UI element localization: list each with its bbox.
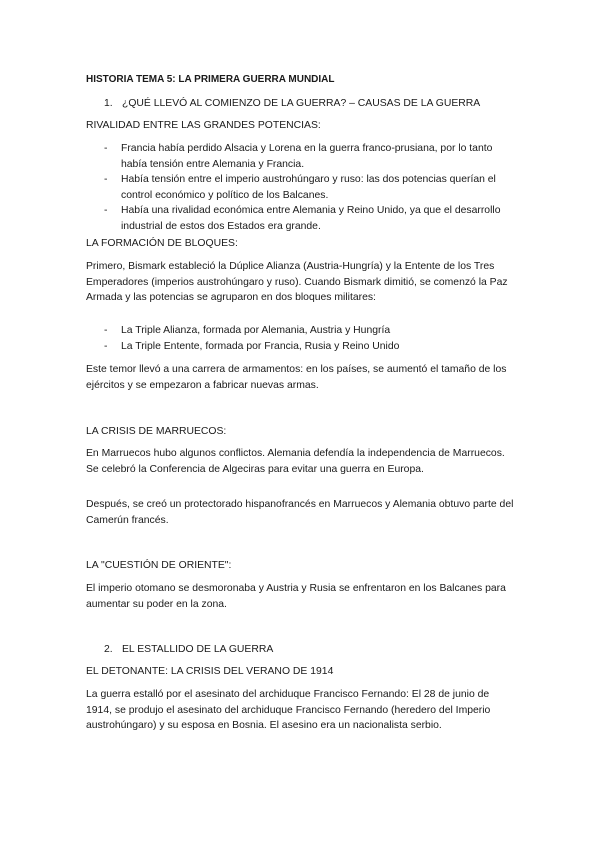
- rivalidad-list: [86, 141, 516, 235]
- marruecos-heading: LA CRISIS DE MARRUECOS:: [86, 426, 227, 437]
- bloques-item: - La Triple Entente, formada por Francia, Rusia y Reino Unido: [86, 339, 516, 355]
- bloques-heading: LA FORMACIÓN DE BLOQUES:: [86, 238, 238, 249]
- section-1-number: 1.: [104, 98, 113, 109]
- document-title: HISTORIA TEMA 5: LA PRIMERA GUERRA MUNDIAL: [86, 74, 335, 85]
- detonante-heading: EL DETONANTE: LA CRISIS DEL VERANO DE 1914: [86, 666, 334, 677]
- bloques-intro: Primero, Bismark estableció la Dúplice Alianza (Austria-Hungría) y la Entente de los Tres Emperadores (imperios austrohúngaro y ruso). Cuando Bismark dimitió, se comenzó la Paz Armada y las potencias se agruparon en dos bloques militares:: [86, 261, 508, 304]
- rivalidad-heading: RIVALIDAD ENTRE LAS GRANDES POTENCIAS:: [86, 120, 321, 131]
- oriente-heading: LA "CUESTIÓN DE ORIENTE":: [86, 560, 232, 571]
- bloques-item: - La Triple Alianza, formada por Alemania, Austria y Hungría: [86, 323, 516, 339]
- marruecos-paragraph-2: Después, se creó un protectorado hispanofrancés en Marruecos y Alemania obtuvo parte del Camerún francés.: [86, 499, 514, 526]
- oriente-paragraph: El imperio otomano se desmoronaba y Austria y Rusia se enfrentaron en los Balcanes para aumentar su poder en la zona.: [86, 583, 506, 610]
- bloques-list: [86, 323, 516, 354]
- marruecos-paragraph-1: En Marruecos hubo algunos conflictos. Alemania defendía la independencia de Marruecos. Se celebró la Conferencia de Algeciras para evitar una guerra en Europa.: [86, 448, 505, 475]
- rivalidad-item: - Francia había perdido Alsacia y Lorena en la guerra franco-prusiana, por lo tanto había tensión entre Alemania y Francia.: [86, 141, 516, 172]
- section-2-heading: EL ESTALLIDO DE LA GUERRA: [122, 644, 274, 655]
- section-1-heading: ¿QUÉ LLEVÓ AL COMIENZO DE LA GUERRA? – CAUSAS DE LA GUERRA: [122, 98, 481, 109]
- rivalidad-item: - Había una rivalidad económica entre Alemania y Reino Unido, ya que el desarrollo industrial de estos dos Estados era grande.: [86, 203, 516, 234]
- section-2-number: 2.: [104, 644, 113, 655]
- detonante-paragraph: La guerra estalló por el asesinato del archiduque Francisco Fernando: El 28 de junio de 1914, se produjo el asesinato del archiduque Francisco Fernando (heredero del Imperio austrohúngaro) y su esposa en Bosnia. El asesino era un nacionalista serbio.: [86, 689, 491, 732]
- bloques-outro: Este temor llevó a una carrera de armamentos: en los países, se aumentó el tamaño de los ejércitos y se empezaron a fabricar nuevas armas.: [86, 364, 507, 391]
- rivalidad-item: - Había tensión entre el imperio austrohúngaro y ruso: las dos potencias querían el control económico y político de los Balcanes.: [86, 172, 516, 203]
